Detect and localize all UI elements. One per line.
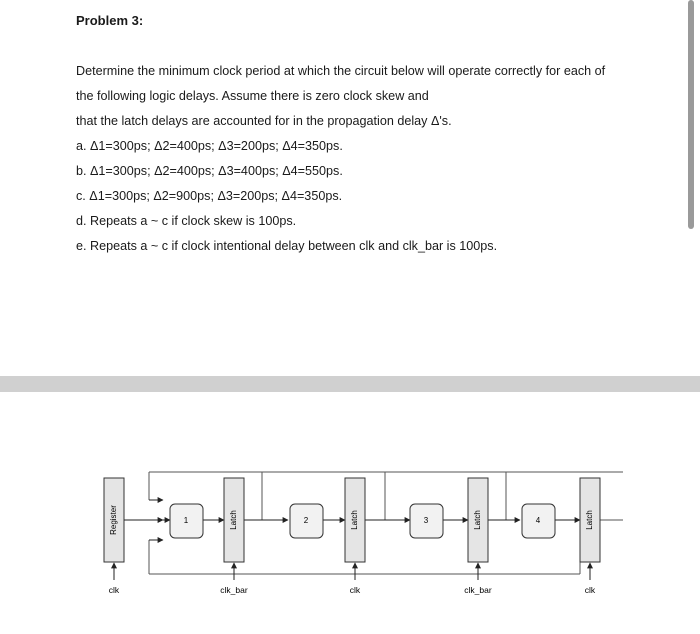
logic-block-1-label: 1 xyxy=(183,516,189,526)
clock-label-latch-4: clk xyxy=(584,585,596,595)
latch-1-label: Latch xyxy=(229,510,239,530)
logic-block-4-label: 4 xyxy=(535,516,541,526)
latch-4-label: Latch xyxy=(585,510,595,530)
logic-block-3-label: 3 xyxy=(423,516,429,526)
problem-title: Problem 3: xyxy=(76,13,144,28)
problem-line-3: that the latch delays are accounted for in the propagation delay Δ's. xyxy=(76,114,452,128)
problem-line-8: e. Repeats a ~ c if clock intentional delay between clk and clk_bar is 100ps. xyxy=(76,239,498,253)
problem-line-2: the following logic delays. Assume there is zero clock skew and xyxy=(76,89,429,103)
problem-line-6: c. Δ1=300ps; Δ2=900ps; Δ3=200ps; Δ4=350ps. xyxy=(76,189,343,203)
section-divider xyxy=(0,376,700,392)
clock-label-latch-3: clk_bar xyxy=(464,585,492,595)
latch-3-label: Latch xyxy=(473,510,483,530)
logic-block-2-label: 2 xyxy=(303,516,309,526)
register-label: Register xyxy=(109,505,119,535)
problem-line-7: d. Repeats a ~ c if clock skew is 100ps. xyxy=(76,214,297,228)
latch-2-label: Latch xyxy=(350,510,360,530)
problem-line-1: Determine the minimum clock period at which the circuit below will operate correctly for each of xyxy=(76,64,606,78)
clock-label-latch-1: clk_bar xyxy=(220,585,248,595)
scrollbar[interactable] xyxy=(688,0,694,229)
problem-line-4: a. Δ1=300ps; Δ2=400ps; Δ3=200ps; Δ4=350ps. xyxy=(76,139,343,153)
circuit-diagram xyxy=(0,392,700,634)
problem-line-5: b. Δ1=300ps; Δ2=400ps; Δ3=400ps; Δ4=550ps. xyxy=(76,164,343,178)
clock-label-register: clk xyxy=(108,585,120,595)
clock-label-latch-2: clk xyxy=(349,585,361,595)
